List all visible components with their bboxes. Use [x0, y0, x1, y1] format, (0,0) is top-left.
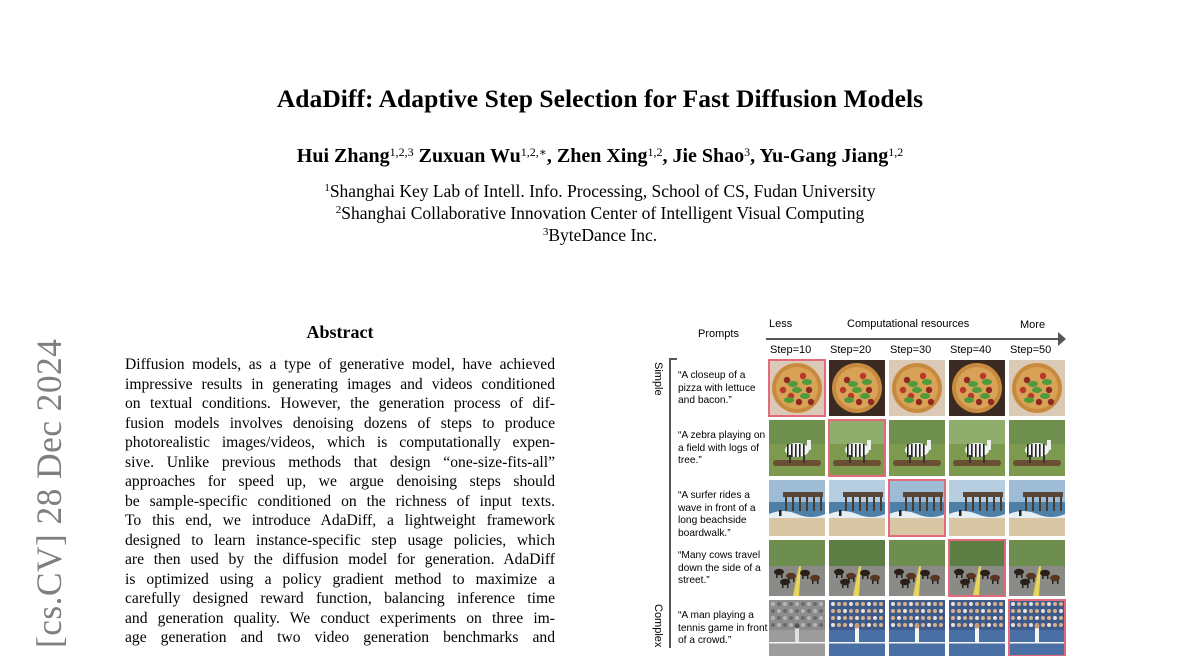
zebra-thumbnail [829, 420, 885, 476]
cows-thumbnail [889, 540, 945, 596]
pizza-thumbnail [769, 360, 825, 416]
prompt-text: “A surfer rides a wave in front of a long beachside boardwalk.” [678, 490, 756, 539]
abstract-body [125, 355, 555, 648]
author-name: Yu-Gang Jiang [759, 145, 889, 167]
author-affiliation-marker: 1,2 [647, 145, 663, 159]
affiliation-text: Shanghai Collaborative Innovation Center of Intelligent Visual Computing [341, 203, 865, 223]
arrow-head-icon [1058, 332, 1066, 346]
abstract-line: Diffusion models, as a type of generative model, have achieved [125, 356, 555, 373]
pizza-thumbnail [829, 360, 885, 416]
arxiv-stamp: [cs.CV] 28 Dec 2024 [29, 338, 69, 648]
abstract-line: approaches for speed up, we argue denoising steps should [125, 473, 555, 490]
affiliation-text: ByteDance Inc. [548, 225, 658, 245]
cows-thumbnail [1009, 540, 1065, 596]
author-affiliation-marker: 1,2,3 [389, 145, 414, 159]
axis-tick [669, 358, 677, 360]
step-label: Step=40 [950, 344, 992, 356]
abstract-line: impressive results in generating images and videos conditioned [125, 375, 555, 393]
boardwalk-thumbnail [889, 480, 945, 536]
more-label: More [1020, 319, 1046, 331]
less-label: Less [769, 318, 793, 330]
pizza-thumbnail [949, 360, 1005, 416]
abstract-line: is optimized using a policy gradient method to maximize a [125, 570, 555, 588]
pizza-thumbnail [1009, 360, 1065, 416]
prompt-text: “Many cows travel down the side of a street.” [678, 550, 761, 586]
resources-label: Computational resources [847, 318, 970, 330]
cows-thumbnail [769, 540, 825, 596]
boardwalk-thumbnail [829, 480, 885, 536]
simple-label: Simple [652, 362, 664, 396]
abstract-line: are then used by the diffusion model for generation. AdaDiff [125, 551, 555, 568]
abstract-heading: Abstract [306, 322, 374, 342]
affiliation-text: Shanghai Key Lab of Intell. Info. Processing, School of CS, Fudan University [329, 181, 876, 201]
zebra-thumbnail [769, 420, 825, 476]
teaser-figure [645, 312, 1075, 648]
abstract-line: on textual conditions. However, the generation process of dif- [125, 395, 555, 412]
abstract-line: designed to learn instance-specific step usage policies, which [125, 531, 555, 549]
pizza-thumbnail [889, 360, 945, 416]
resource-arrow [766, 338, 1058, 340]
prompt-text: “A closeup of a pizza with lettuce and bacon.” [678, 370, 756, 406]
abstract-line: be sample-specific conditioned on the richness of input texts. [125, 492, 555, 510]
zebra-thumbnail [1009, 420, 1065, 476]
complex-label: Complex [652, 604, 664, 648]
cows-thumbnail [949, 540, 1005, 596]
step-label: Step=10 [770, 344, 812, 356]
boardwalk-thumbnail [1009, 480, 1065, 536]
complexity-axis [669, 358, 671, 648]
author-separator: , [750, 145, 760, 167]
abstract-line: sive. Unlike previous methods that design “one-size-fits-all” [125, 453, 555, 471]
abstract-line: fusion models involves denoising dozens of steps to produce [125, 414, 555, 432]
abstract-line: photorealistic images/videos, which is computationally expen- [125, 434, 555, 451]
author-affiliation-marker: 3 [744, 145, 751, 159]
author-affiliation-marker: 1,2,∗ [520, 145, 547, 159]
author-name: Hui Zhang [296, 145, 390, 167]
author-separator: , [546, 145, 557, 167]
abstract-line: To this end, we introduce AdaDiff, a lightweight framework [125, 512, 555, 529]
zebra-thumbnail [949, 420, 1005, 476]
author-name: Jie Shao [672, 145, 745, 167]
affiliation-2 [0, 203, 1200, 224]
boardwalk-thumbnail [769, 480, 825, 536]
boardwalk-thumbnail [949, 480, 1005, 536]
affiliation-marker: 1 [324, 182, 330, 194]
cows-thumbnail [829, 540, 885, 596]
step-label: Step=50 [1010, 344, 1052, 356]
paper-title: AdaDiff: Adaptive Step Selection for Fast Diffusion Models [276, 84, 924, 113]
affiliation-3 [0, 225, 1200, 246]
affiliation-marker: 3 [542, 226, 549, 238]
author-name: Zhen Xing [556, 145, 648, 167]
affiliation-1 [0, 181, 1200, 202]
author-affiliation-marker: 1,2 [888, 145, 904, 159]
step-label: Step=30 [890, 344, 932, 356]
prompt-text: “A zebra playing on a field with logs of tree.” [678, 430, 766, 466]
abstract-line: and generation quality. We conduct experiments on three im- [125, 609, 555, 627]
zebra-thumbnail [889, 420, 945, 476]
author-list [0, 145, 1200, 168]
author-separator: , [662, 145, 673, 167]
prompt-text: “A man playing a tennis game in front of a crowd.” [678, 610, 768, 646]
author-name: Zuxuan Wu [418, 145, 521, 167]
prompts-header: Prompts [698, 328, 739, 340]
abstract-line: carefully designed reward function, balancing inference time [125, 590, 555, 607]
affiliation-marker: 2 [335, 204, 342, 216]
step-label: Step=20 [830, 344, 872, 356]
abstract-line: age generation and two video generation benchmarks and [125, 629, 555, 646]
